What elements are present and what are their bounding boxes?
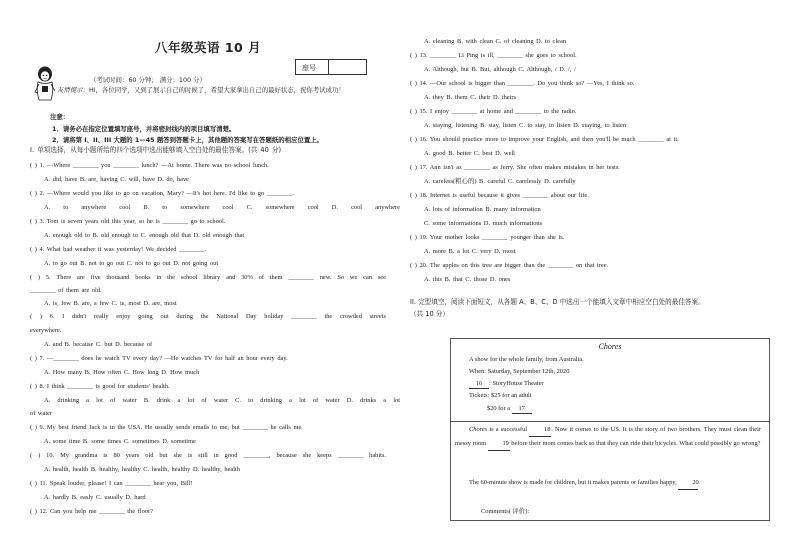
passage-divider bbox=[451, 421, 769, 422]
left-question-line: ( ) 5. There are five thousand books in the school library and 30% of them ________ new. So we can see bbox=[30, 274, 386, 281]
student-avatar-icon bbox=[34, 66, 56, 102]
left-text-line: everywhere. bbox=[30, 327, 62, 334]
seat-divider bbox=[328, 60, 329, 74]
tip-text: Hi，各位同学，又到了展示自己的时候了，希望大家拿出自己的最好状态，祝你考试成功！ bbox=[88, 86, 345, 94]
blank-17[interactable]: 17 bbox=[512, 405, 532, 414]
passage-paragraph-2 bbox=[455, 476, 761, 490]
p1-text-b: . Now it comes to the US. It is the story of two brothers. They must clean their messy room bbox=[455, 426, 761, 447]
left-options-line[interactable]: A. hardly B. easly C. usually D. hard bbox=[44, 494, 146, 501]
blank-19[interactable]: 19 bbox=[488, 437, 510, 451]
reading-passage-box bbox=[450, 338, 770, 521]
passage-title: Chores bbox=[598, 342, 622, 351]
right-question-line: ( ) 18. Internet is useful because it gives ________ about our life. bbox=[410, 192, 589, 199]
note-2: 2．请将第 I、II、III 大题的 1—45 题答到答题卡上，其他题的答案写在答题纸的相应位置上。 bbox=[52, 136, 324, 144]
page-title: 八年级英语 10 月 bbox=[155, 40, 262, 55]
left-options-line[interactable]: A. health, health B. healthy, healthy C. health, healthy D. healthy, health bbox=[44, 466, 240, 473]
left-text-line: of water bbox=[30, 410, 53, 417]
left-options-line[interactable]: A. How many B. How often C. How long D. How much bbox=[44, 369, 200, 376]
left-text-line: ________ of them are old. bbox=[30, 287, 102, 294]
notes-label: 注意： bbox=[50, 113, 70, 121]
section2-heading bbox=[410, 296, 772, 320]
p2-text-a: The 60-minute show is made for children, but it makes parents or families happy, bbox=[469, 479, 679, 486]
left-question-line: ( ) 1. —Where ________ you ________ lunch? —At home. There was no school lunch. bbox=[30, 162, 269, 169]
blank-18[interactable]: 18 bbox=[529, 423, 551, 437]
right-options-line[interactable]: C. some informations D. much informations bbox=[424, 220, 543, 227]
p2-text-b: . bbox=[698, 479, 700, 486]
passage-line-3 bbox=[469, 380, 544, 389]
right-options-line[interactable]: A. this B. that C. those D. ones bbox=[424, 276, 511, 283]
left-options-line[interactable]: A. drinking a lot of water B. drink a lot of water C. to drinking a lot of water D. drinks a lot bbox=[44, 397, 400, 404]
p1-text-a: is a successful bbox=[487, 426, 530, 433]
section2-points: （共 10 分） bbox=[410, 310, 449, 318]
section2-title: II. 完型填空，阅读下面短文，从各题 A、B、C、D 中选出一个能填入文章中相应空白处的最佳答案。 bbox=[410, 298, 705, 306]
right-options-line[interactable]: A. cleaning B. with clean C. of cleaning D. to clean bbox=[424, 38, 567, 45]
left-question-line: ( ) 3. Tom is seven years old this year, so he is ________ go to school. bbox=[30, 218, 226, 225]
price-text: $20 for a bbox=[487, 405, 512, 412]
tip-label: 友情提示： bbox=[57, 86, 89, 94]
left-options-line[interactable]: A. to go out B. not to go out C. not to go out D. not going out bbox=[44, 260, 219, 267]
left-question-line: ( ) 10. My grandma is 80 years old but she is still in good ________, because she keeps ________ habits. bbox=[30, 452, 386, 459]
right-question-line: ( ) 20. The apples on this tree are bigger than the ________ on that tree. bbox=[410, 262, 609, 269]
show-name: Chores bbox=[469, 426, 488, 433]
exam-info: （考试时间：60 分钟； 满分：100 分） bbox=[90, 76, 206, 84]
seat-number-box[interactable] bbox=[295, 59, 367, 75]
left-column bbox=[30, 0, 400, 560]
right-options-line[interactable]: A. more B. a lot C. very D. most bbox=[424, 248, 516, 255]
venue-text: : StoryHouse Theater bbox=[489, 380, 544, 387]
section1-heading: I. 单项选择，从每小题所给的四个选项中选出能够填入空白处的最佳答案。(共 40 分) bbox=[30, 146, 282, 154]
left-question-line: ( ) 8. I think ________ is good for students' health. bbox=[30, 383, 170, 390]
left-question-line: ( ) 11. Speak louder, please! I can ________ hear you, Bill! bbox=[30, 480, 193, 487]
right-column bbox=[410, 0, 772, 560]
left-options-line[interactable]: A. enough old to B. old enough to C. enough old that D. old enough that bbox=[44, 232, 245, 239]
passage-line-4: Tickets: $25 for an adult bbox=[469, 392, 532, 399]
passage-line-2: When: Saturday, September 12th, 2020 bbox=[469, 368, 570, 375]
left-options-line[interactable]: A. to anywhere cool B. to somewhere cool C. somewhere cool D. cool anywhere bbox=[44, 204, 400, 211]
comments-label: Comments( 评价): bbox=[481, 508, 530, 515]
passage-line-1: A show for the whole family, from Australia. bbox=[469, 356, 584, 363]
right-options-line[interactable]: A. lots of information B. many information bbox=[424, 206, 541, 213]
seat-label: 座号 bbox=[302, 64, 316, 72]
left-question-line: ( ) 2. —Where would you like to go on vacation, Mary? —It's hot here. I'd like to go ________. bbox=[30, 190, 294, 197]
right-question-line: ( ) 17. Ann isn't as ________ as Jerry. She often makes mistakes in her tests. bbox=[410, 164, 620, 171]
left-options-line[interactable]: A. did, have B. are, having C. will, have D. do, have bbox=[44, 176, 189, 183]
p1-text-c: before their mom comes back so that they can ride their bicycles. What could possibly go wrong? bbox=[509, 440, 761, 447]
right-options-line[interactable]: A. staying, listening B. stay, listen C. to stay, to listen D. staying, to listen bbox=[424, 122, 627, 129]
passage-line-5 bbox=[487, 405, 532, 414]
left-question-line: ( ) 7. —________ does he watch TV every day? —He watches TV for half an hour every day. bbox=[30, 355, 288, 362]
left-question-line: ( ) 6. I didn't really enjoy going out during the National Day holiday ________ the crowded streets bbox=[30, 313, 386, 320]
note-1: 1．请务必在指定位置填写座号，并将密封线内的项目填写清楚。 bbox=[52, 125, 236, 133]
left-options-line[interactable]: A. is, few B. are, a few C. is, most D. are, most bbox=[44, 300, 177, 307]
right-question-line: ( ) 16. You should practice more to improve your English, and then you'll be much ________ at it. bbox=[410, 136, 679, 143]
right-question-line: ( ) 13. ________ Li Ping is ill, ________ she goes to school. bbox=[410, 52, 577, 59]
notes bbox=[50, 111, 323, 146]
right-question-line: ( ) 14. —Our school is bigger than ________. Do you think so? —Yes, I think so. bbox=[410, 80, 635, 87]
right-options-line[interactable]: A. they B. them C. their D. theirs bbox=[424, 94, 517, 101]
right-question-line: ( ) 19. Your mother looks ________ younger than she is. bbox=[410, 234, 565, 241]
right-options-line[interactable]: A. Although, but B. But, although C. Although, / D. /, / bbox=[424, 66, 576, 73]
right-question-line: ( ) 15. I enjoy ________ at home and ________ to the radio. bbox=[410, 108, 577, 115]
right-options-line[interactable]: A. careless(粗心的) B. careful C. carelessly D. carefully bbox=[424, 178, 576, 185]
blank-20[interactable]: 20 bbox=[678, 476, 698, 490]
left-question-line: ( ) 4. What bad weather it was yesterday! We decided ________. bbox=[30, 246, 207, 253]
left-question-line: ( ) 12. Can you help me ________ the floor? bbox=[30, 508, 153, 515]
passage-paragraph-1 bbox=[455, 423, 761, 451]
blank-16[interactable]: 16 bbox=[469, 380, 489, 389]
left-question-line: ( ) 9. My best friend Jack is in the USA. He usually sends emails to me, but ________ he calls me. bbox=[30, 424, 303, 431]
left-options-line[interactable]: A. and B. because C. but D. because of bbox=[44, 341, 153, 348]
friendly-tip bbox=[57, 86, 345, 95]
right-options-line[interactable]: A. good B. better C. best D. well bbox=[424, 150, 515, 157]
left-options-line[interactable]: A. some time B. some times C. sometimes D. sometime bbox=[44, 438, 196, 445]
